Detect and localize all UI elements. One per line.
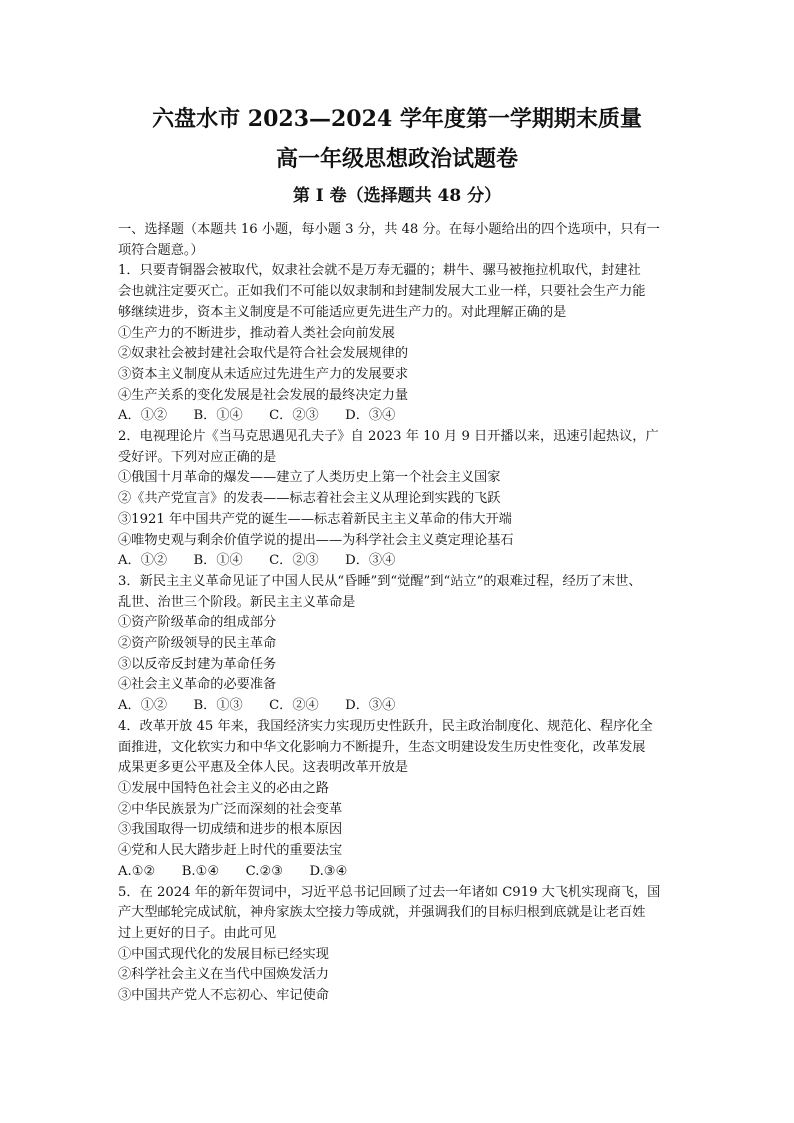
answer-choices: A.①② B.①④ C.②③ D.③④	[118, 863, 348, 879]
option-item: ①生产力的不断进步，推动着人类社会向前发展	[118, 325, 395, 341]
option-item: ②中华民族景为广泛而深刻的社会变革	[118, 801, 343, 817]
answer-choices: A．①② B．①④ C．②③ D．③④	[118, 408, 396, 424]
exam-title: 六盘水市 2023—2024 学年度第一学期期末质量	[152, 106, 642, 132]
option-item: ②资产阶级领导的民主革命	[118, 636, 277, 652]
option-item: ③1921 年中国共产党的诞生——标志着新民主主义革命的伟大开端	[118, 511, 512, 527]
answer-choices: A．①② B．①④ C．②③ D．③④	[118, 553, 396, 569]
question-5: 5．在 2024 年的新年贺词中，习近平总书记回顾了过去一年诸如 C919 大飞机实现商飞，国	[118, 884, 661, 900]
option-item: ④生产关系的变化发展是社会发展的最终决定力量	[118, 387, 409, 403]
exam-subtitle: 高一年级思想政治试题卷	[275, 146, 518, 172]
text-line: 够继续进步，资本主义制度是不可能适应更先进生产力的。对此理解正确的是	[118, 304, 567, 320]
option-item: ③以反帝反封建为革命任务	[118, 656, 277, 672]
text-line: 一、选择题（本题共 16 小题，每小题 3 分，共 48 分。在每小题给出的四个选项中，只有一	[118, 222, 660, 237]
option-item: ③我国取得一切成绩和进步的根本原因	[118, 822, 343, 838]
option-item: ②科学社会主义在当代中国焕发活力	[118, 967, 329, 983]
question-3: 3．新民主主义革命见证了中国人民从“昏睡”到“觉醒”到“站立”的艰难过程，经历了末世、	[118, 573, 642, 589]
text-line: 过上更好的日子。由此可见	[118, 925, 277, 941]
question-1: 1．只要青铜器会被取代，奴隶社会就不是万寿无疆的；耕牛、骡马被拖拉机取代，封建社	[118, 263, 641, 279]
option-item: ②奴隶社会被封建社会取代是符合社会发展规律的	[118, 346, 409, 362]
option-item: ②《共产党宣言》的发表——标志着社会主义从理论到实践的飞跃	[118, 491, 501, 507]
question-4: 4．改革开放 45 年来，我国经济实力实现历史性跃升，民主政治制度化、规范化、程序化全	[118, 718, 653, 734]
text-line: 面推进，文化软实力和中华文化影响力不断提升，生态文明建设发生历史性变化，改革发展	[118, 739, 646, 755]
question-content	[118, 220, 678, 1007]
text-line: 会也就注定要灭亡。正如我们不可能以奴隶制和封建制发展大工业一样，只要社会生产力能	[118, 284, 646, 300]
option-item: ①中国式现代化的发展目标已经实现	[118, 946, 329, 962]
option-item: ①资产阶级革命的组成部分	[118, 615, 277, 631]
text-line: 项符合题意。）	[118, 242, 204, 258]
text-line: 受好评。下列对应正确的是	[118, 449, 277, 465]
option-item: ③中国共产党人不忘初心、牢记使命	[118, 988, 329, 1004]
question-2: 2．电视理论片《当马克思遇见孔夫子》自 2023 年 10 月 9 日开播以来，迅速引起热议，广	[118, 429, 659, 445]
text-line: 产大型邮轮完成试航，神舟家族太空接力等成就，并强调我们的目标归根到底就是让老百姓	[118, 905, 646, 921]
option-item: ③资本主义制度从未适应过先进生产力的发展要求	[118, 366, 409, 382]
option-item: ①发展中国特色社会主义的必由之路	[118, 780, 329, 796]
text-line: 成果更多更公平惠及全体人民。这表明改革开放是	[118, 760, 409, 776]
option-item: ④唯物史观与剩余价值学说的提出——为科学社会主义奠定理论基石	[118, 532, 514, 548]
answer-choices: A．①② B．①③ C．②④ D．③④	[118, 698, 396, 714]
text-line: 乱世、治世三个阶段。新民主主义革命是	[118, 594, 356, 610]
option-item: ④社会主义革命的必要准备	[118, 677, 277, 693]
option-item: ①俄国十月革命的爆发——建立了人类历史上第一个社会主义国家	[118, 470, 501, 486]
option-item: ④党和人民大踏步赶上时代的重要法宝	[118, 843, 343, 859]
section-heading: 第 I 卷（选择题共 48 分）	[292, 186, 502, 206]
